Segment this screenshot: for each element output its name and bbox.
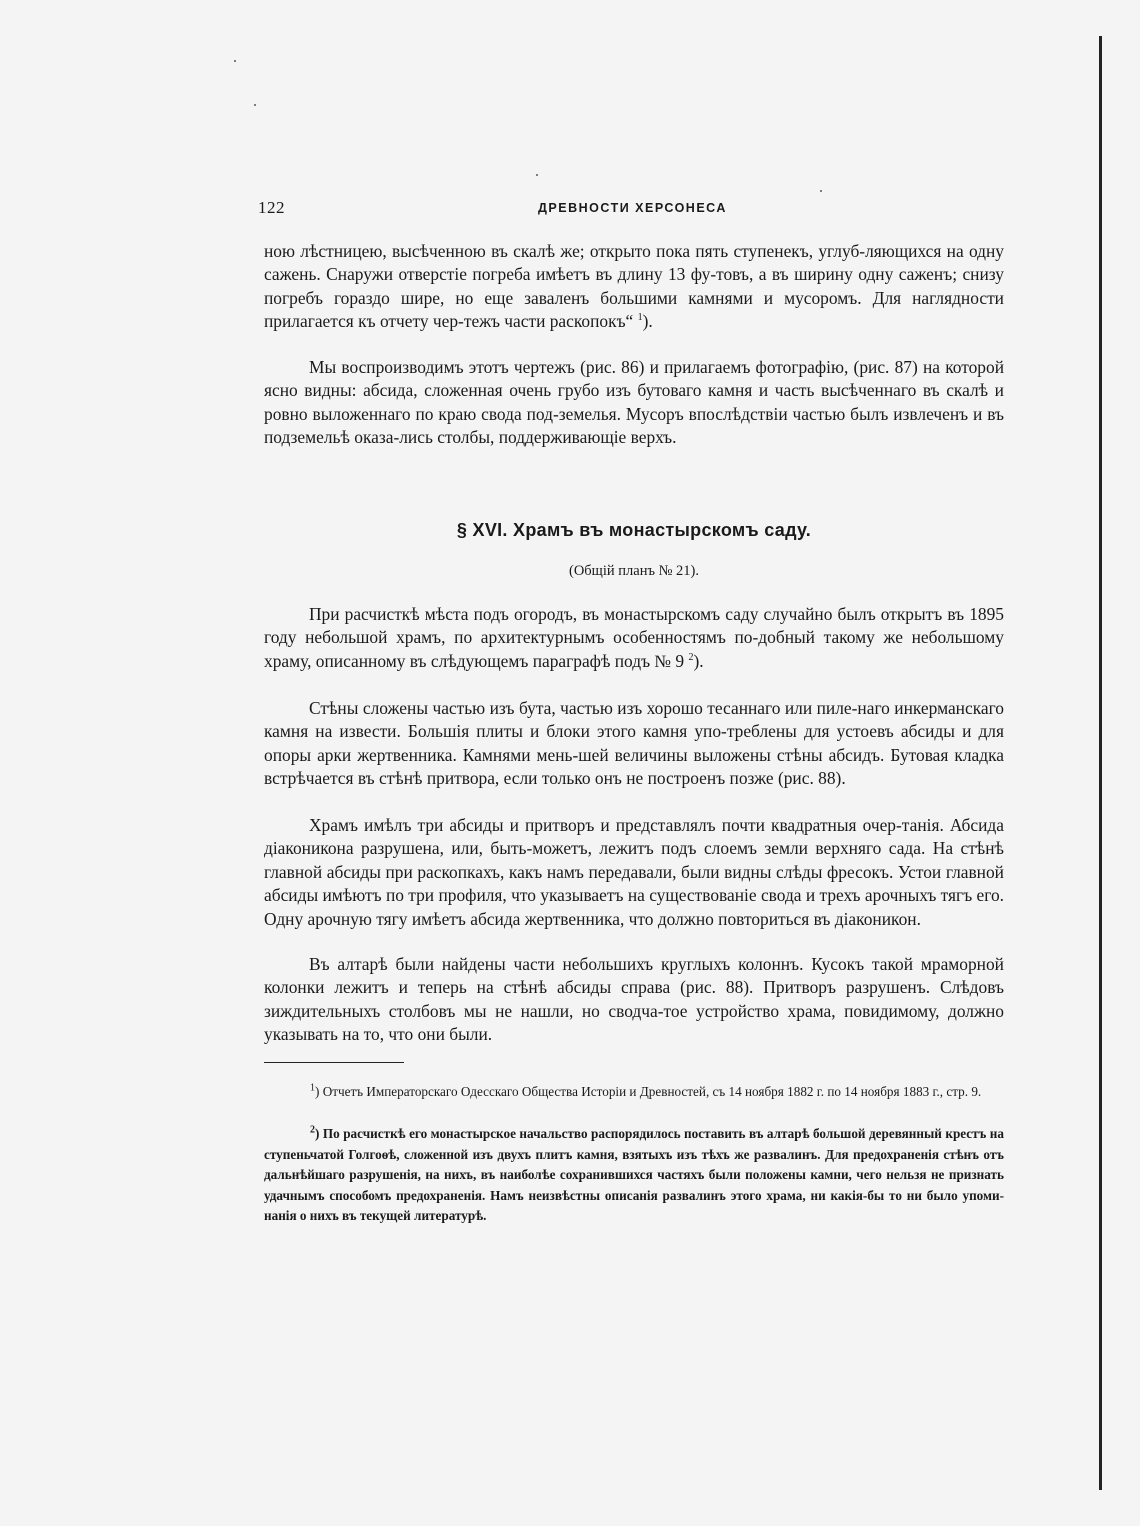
footnote-text: ) По расчисткѣ его монастырское начальство распорядилось поставить въ алтарѣ большой деревянный крестъ на ступеньчатой Голгоѳѣ, сложенной изъ двухъ плитъ камня, взятыхъ изъ тѣхъ же развалинъ. Для предохраненія стѣнъ отъ дальнѣйшаго разрушенія, на нихъ, въ наиболѣе сохранившихся частяхъ были положены камни, чего нельзя не признать удачнымъ способомъ предохраненія. Намъ неизвѣстны описанія развалинъ этого храма, ни какія-бы то ни было упоми-нанія о нихъ въ текущей литературѣ. <box>264 1126 1004 1223</box>
scan-speck <box>536 174 538 176</box>
footnote-1 <box>264 1082 1004 1103</box>
section-title: § XVI. Храмъ въ монастырскомъ саду. <box>456 520 812 540</box>
body-paragraph-2: Стѣны сложены частью изъ бута, частью изъ хорошо тесаннаго или пиле-наго инкерманскаго камня на извести. Большія плиты и блоки этого камня упо-треблены для устоевъ абсиды и для опоры арки жертвенника. Камнями мень-шей величины выложены стѣны абсидъ. Бутовая кладка встрѣчается въ стѣнѣ притвора, если только онъ не построенъ позже (рис. 88). <box>264 698 1004 789</box>
paragraph-text: При расчисткѣ мѣста подъ огородъ, въ монастырскомъ саду случайно былъ открытъ въ 1895 году небольшой храмъ, по архитектурнымъ особенностямъ по-добный такому же небольшому храму, описанному въ слѣдующемъ параграфѣ подъ № 9 <box>264 604 1004 671</box>
body-paragraph-3: Храмъ имѣлъ три абсиды и притворъ и представлялъ почти квадратныя очер-танія. Абсида діаконикона разрушена, или, быть-можетъ, лежитъ подъ слоемъ земли верхняго сада. На стѣнѣ главной абсиды при раскопкахъ, какъ намъ передавали, были видны слѣды фресокъ. Устои главной абсиды имѣютъ по три профиля, что указываетъ на существованіе свода и трехъ арочныхъ тягъ его. Одну арочную тягу имѣетъ абсида жертвенника, что должно повториться въ діаконикон. <box>264 815 1004 929</box>
footnote-mark: 2 <box>310 1124 315 1136</box>
paragraph-text: ною лѣстницею, высѣченною въ скалѣ же; открыто пока пять ступенекъ, углуб-ляющихся на одну сажень. Снаружи отверстіе погреба имѣетъ въ длину 13 фу-товъ, а въ ширину одну саженъ; снизу погребъ гораздо шире, но еще заваленъ большими камнями и мусоромъ. Для наглядности прилагается къ отчету чер-тежъ части раскопокъ“ <box>264 241 1004 332</box>
scan-edge-line <box>1099 36 1102 1490</box>
footnote-ref-2: 2 <box>688 652 694 664</box>
footnote-2 <box>264 1124 1004 1227</box>
scan-speck <box>254 104 256 106</box>
body-paragraph-1 <box>264 603 1004 673</box>
footnote-text: ) Отчетъ Императорскаго Одесскаго Общества Исторіи и Древностей, съ 14 ноября 1882 г. по 14 ноября 1883 г., стр. 9. <box>315 1084 982 1099</box>
paragraph-continued <box>264 240 1004 334</box>
paragraph-text-end: ). <box>693 650 704 671</box>
paragraph-text-end: ). <box>642 311 653 332</box>
scan-speck <box>820 190 822 192</box>
section-subtitle: (Общій планъ № 21). <box>569 563 699 579</box>
footnote-ref-1: 1 <box>637 312 643 324</box>
page-number: 122 <box>258 198 285 217</box>
running-title: ДРЕВНОСТИ ХЕРСОНЕСА <box>538 201 727 215</box>
body-paragraph-4: Въ алтарѣ были найдены части небольшихъ круглыхъ колоннъ. Кусокъ такой мраморной колонки лежитъ и теперь на стѣнѣ абсиды справа (рис. 88). Притворъ разрушенъ. Слѣдовъ зиждительныхъ столбовъ мы не нашли, но сводча-тое устройство храма, повидимому, должно указывать на то, что они были. <box>264 954 1004 1045</box>
footnote-separator <box>264 1062 404 1063</box>
page-header <box>258 198 1008 220</box>
scan-speck <box>234 60 236 62</box>
paragraph-reproduction: Мы воспроизводимъ этотъ чертежъ (рис. 86) и прилагаемъ фотографію, (рис. 87) на которой ясно видны: абсида, сложенная очень грубо изъ бутоваго камня и часть высѣченнаго въ скалѣ и ровно выложеннаго по краю свода под-земелья. Мусоръ впослѣдствіи частью былъ извлеченъ и въ подземельѣ оказа-лись столбы, поддерживающіе верхъ. <box>264 357 1004 448</box>
footnote-mark: 1 <box>310 1082 315 1094</box>
